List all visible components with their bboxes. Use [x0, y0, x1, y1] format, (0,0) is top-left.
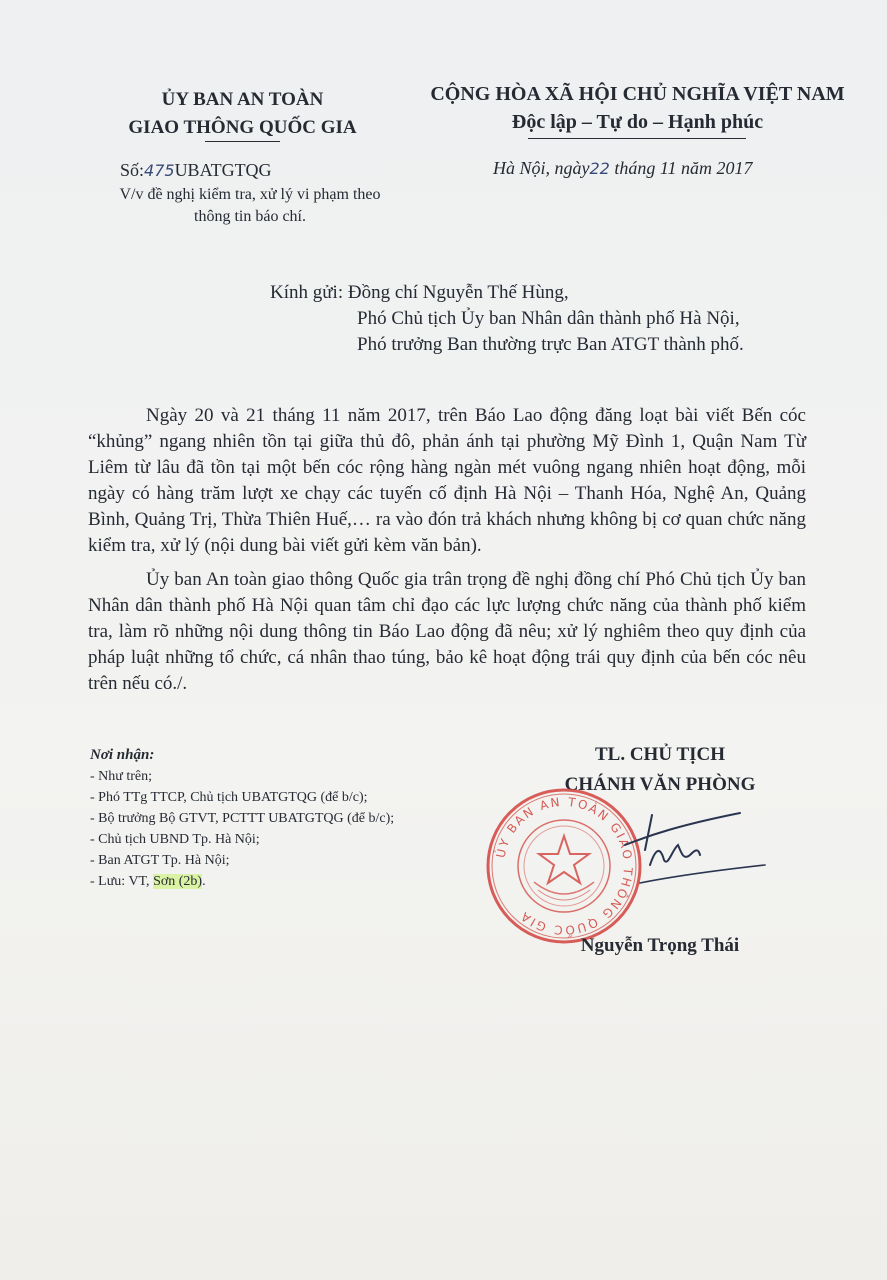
archive-suffix: .	[202, 874, 206, 889]
body-paragraph-1: Ngày 20 và 21 tháng 11 năm 2017, trên Báo Lao động đăng loạt bài viết Bến cóc “khủng” ngang nhiên tồn tại giữa thủ đô, phản ánh tại phường Mỹ Đình 1, Quận Nam Từ Liêm từ lâu đã tồn tại một bến cóc rộng hàng ngàn mét vuông ngang nhiên hoạt động, mỗi ngày có hàng trăm lượt xe chạy các tuyến cố định Hà Nội – Thanh Hóa, Nghệ An, Quảng Bình, Quảng Trị, Thừa Thiên Huế,… ra vào đón trả khách nhưng không bị cơ quan chức năng kiểm tra, xử lý (nội dung bài viết gửi kèm văn bản).	[88, 405, 806, 556]
recipient-item: - Bộ trưởng Bộ GTVT, PCTTT UBATGTQG (để b/c);	[90, 811, 395, 826]
archive-prefix: - Lưu: VT,	[90, 874, 154, 889]
recipient-item: - Chủ tịch UBND Tp. Hà Nội;	[90, 832, 260, 847]
recipient-item: - Như trên;	[90, 769, 153, 784]
org-underline	[205, 141, 280, 142]
issuing-organization	[110, 86, 375, 142]
recipients-title: Nơi nhận:	[90, 747, 155, 763]
subject-line-2: thông tin báo chí.	[194, 208, 306, 225]
dateline-suffix: tháng 11 năm 2017	[614, 158, 753, 178]
document-subject	[85, 184, 415, 228]
body-paragraph-2: Ủy ban An toàn giao thông Quốc gia trân trọng đề nghị đồng chí Phó Chủ tịch Ủy ban Nhân dân thành phố Hà Nội quan tâm chỉ đạo các lực lượng chức năng của thành phố kiểm tra, làm rõ những nội dung thông tin Báo Lao động đã nêu; xử lý nghiêm theo quy định của pháp luật những tổ chức, cá nhân thao túng, bảo kê hoạt động trái quy định của bến cóc nêu trên nếu có./.	[88, 569, 806, 694]
nation-motto: Độc lập – Tự do – Hạnh phúc	[511, 111, 764, 133]
recipient-item-archive	[90, 871, 490, 892]
org-line-2: GIAO THÔNG QUỐC GIA	[128, 117, 357, 138]
subject-line-1: V/v đề nghị kiểm tra, xử lý vi phạm theo	[119, 186, 381, 203]
signer-name: Nguyễn Trọng Thái	[580, 935, 740, 956]
addressee-line-1: Kính gửi: Đồng chí Nguyễn Thế Hùng,	[270, 282, 569, 303]
org-line-1: ỦY BAN AN TOÀN	[161, 89, 324, 110]
signer-title-1: TL. CHỦ TỊCH	[594, 744, 726, 765]
doc-number-prefix: Số:	[120, 160, 145, 180]
recipient-item: - Ban ATGT Tp. Hà Nội;	[90, 853, 230, 868]
recipient-item: - Phó TTg TTCP, Chủ tịch UBATGTQG (để b/c);	[90, 790, 368, 805]
addressee-line-3: Phó trưởng Ban thường trực Ban ATGT thành phố.	[357, 334, 744, 355]
dateline	[493, 158, 753, 179]
addressee-line-2: Phó Chủ tịch Ủy ban Nhân dân thành phố Hà Nội,	[357, 308, 740, 329]
recipients-list	[90, 745, 490, 892]
dateline-day-handwritten: 22	[589, 159, 610, 178]
motto-underline	[528, 138, 746, 139]
doc-number-handwritten: 475	[144, 161, 175, 180]
nation-line-1: CỘNG HÒA XÃ HỘI CHỦ NGHĨA VIỆT NAM	[430, 83, 845, 105]
addressee-block	[270, 280, 744, 358]
letter-body	[88, 403, 806, 705]
handwritten-signature-icon	[620, 805, 770, 885]
doc-number-suffix: UBATGTQG	[174, 160, 272, 180]
signer-title-2: CHÁNH VĂN PHÒNG	[564, 774, 756, 795]
national-header	[420, 80, 855, 136]
document-number	[120, 160, 272, 181]
archive-highlight: Sơn (2b)	[153, 874, 203, 889]
svg-text:ỦY BAN AN TOÀN GIAO THÔNG QUỐC: ỦY BAN AN TOÀN GIAO THÔNG QUỐC GIA	[493, 794, 636, 938]
dateline-prefix: Hà Nội, ngày	[493, 158, 590, 178]
